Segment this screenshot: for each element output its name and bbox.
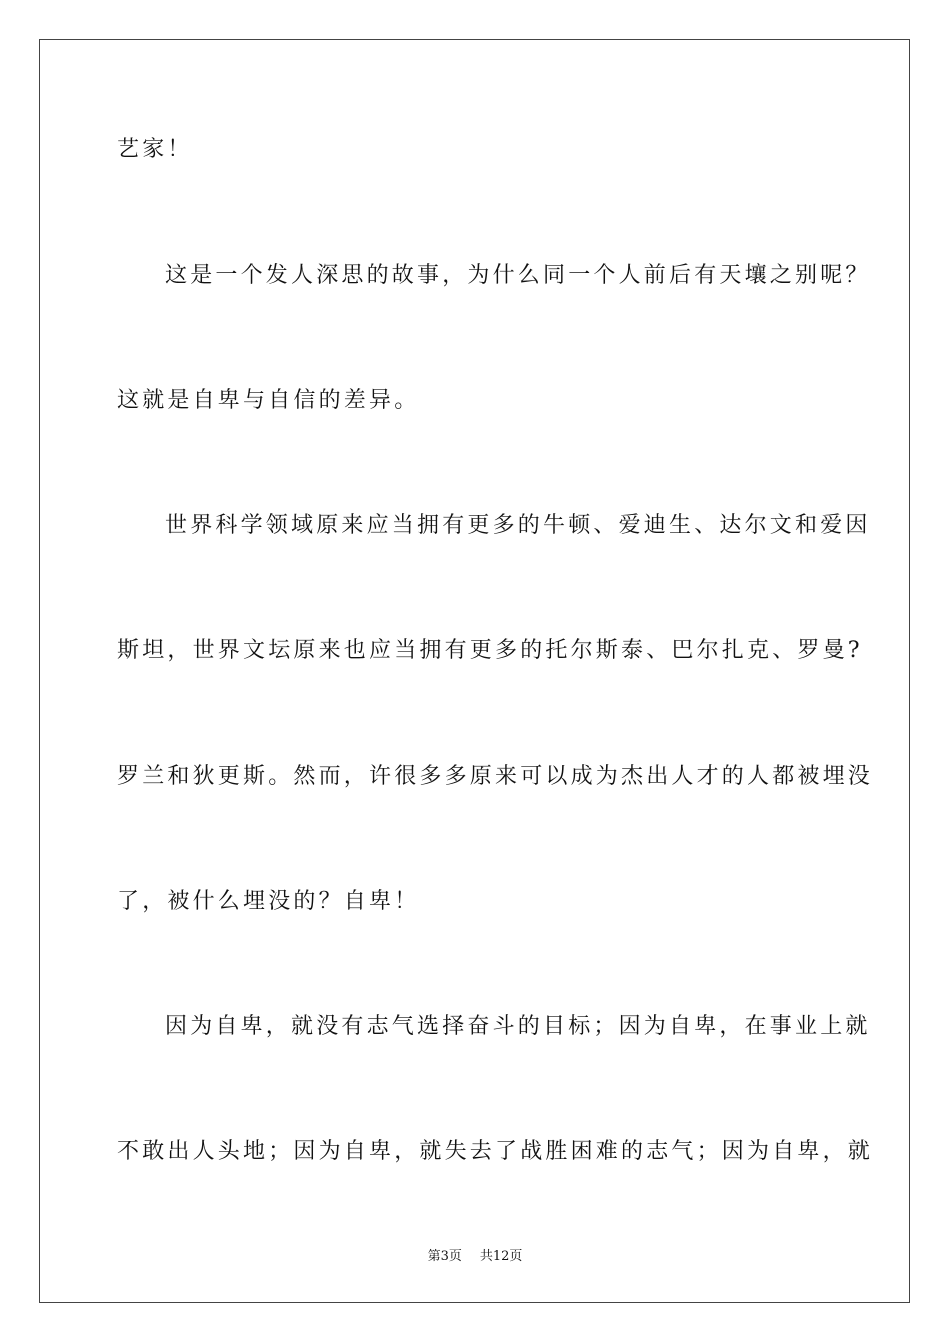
text-line: 艺家！: [117, 137, 193, 162]
page-border: [39, 39, 910, 1303]
text-line: 这是一个发人深思的故事，为什么同一个人前后有天壤之别呢？: [165, 263, 871, 288]
text-line: 了，被什么埋没的？自卑！: [117, 889, 420, 914]
text-line: 罗兰和狄更斯。然而，许很多多原来可以成为杰出人才的人都被埋没: [117, 764, 874, 789]
text-line: 不敢出人头地；因为自卑，就失去了战胜困难的志气；因为自卑，就: [117, 1139, 874, 1164]
page-number-total: 共12页: [479, 1249, 523, 1264]
text-line: 斯坦，世界文坛原来也应当拥有更多的托尔斯泰、巴尔扎克、罗曼?: [117, 638, 863, 663]
page-number-current: 第3页: [427, 1249, 462, 1264]
text-line: 世界科学领域原来应当拥有更多的牛顿、爱迪生、达尔文和爱因: [165, 513, 871, 538]
text-line: 因为自卑，就没有志气选择奋斗的目标；因为自卑，在事业上就: [165, 1014, 871, 1039]
page-footer: [0, 1248, 950, 1266]
text-line: 这就是自卑与自信的差异。: [117, 388, 420, 413]
